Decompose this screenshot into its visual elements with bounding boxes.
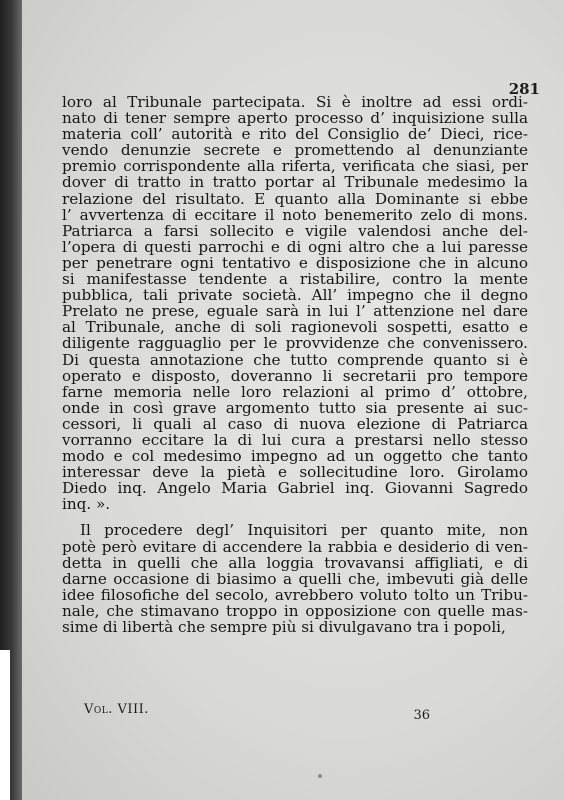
text-line: Patriarca a farsi sollecito e vigile valendosi anche del- bbox=[62, 222, 528, 239]
text-line: vendo denunzie secrete e promettendo al denunziante bbox=[62, 142, 528, 159]
text-line: loro al Tribunale partecipata. Si è inoltre ad essi ordi- bbox=[62, 94, 528, 111]
text-line: diligente ragguaglio per le provvidenze che convenissero. bbox=[62, 335, 528, 352]
scan-edge bbox=[0, 650, 10, 800]
signature-mark: 36 bbox=[413, 708, 430, 723]
paragraph bbox=[62, 522, 528, 635]
text-line: nato di tener sempre aperto processo d’ inquisizione sulla bbox=[62, 110, 528, 127]
paragraph-gap bbox=[62, 512, 528, 522]
text-line: premio corrispondente alla riferta, verificata che siasi, per bbox=[62, 158, 528, 175]
page-speck bbox=[318, 774, 322, 778]
text-line: detta in quelli che alla loggia trovavansi affigliati, e di bbox=[62, 554, 528, 571]
text-line: materia coll’ autorità e rito del Consiglio de’ Dieci, rice- bbox=[62, 126, 528, 143]
text-line: vorranno eccitare la di lui cura a prestarsi nello stesso bbox=[62, 431, 528, 449]
text-line: operato e disposto, doveranno li secretarii pro tempore bbox=[62, 367, 528, 384]
text-line: l’ avvertenza di eccitare il noto benemerito zelo di mons. bbox=[62, 206, 528, 223]
text-line: per penetrare ogni tentativo e disposizione che in alcuno bbox=[62, 254, 528, 272]
text-line: inq. ». bbox=[62, 496, 111, 513]
text-line: Diedo inq. Angelo Maria Gabriel inq. Giovanni Sagredo bbox=[62, 480, 528, 497]
book-page bbox=[22, 0, 564, 800]
text-line: sime di libertà che sempre più si divulgavano tra i popoli, bbox=[62, 619, 506, 636]
text-line: relazione del risultato. E quanto alla Dominante si ebbe bbox=[62, 190, 528, 207]
text-line: modo e col medesimo impegno ad un oggetto che tanto bbox=[62, 448, 528, 465]
text-line: Prelato ne prese, eguale sarà in lui l’ attenzione nel dare bbox=[62, 303, 528, 320]
text-line: al Tribunale, anche di soli ragionevoli sospetti, esatto e bbox=[62, 319, 528, 336]
text-line: Di questa annotazione che tutto comprende quanto si è bbox=[62, 351, 528, 368]
text-line: l’opera di questi parrochi e di ogni altro che a lui paresse bbox=[62, 238, 528, 255]
text-line: farne memoria nelle loro relazioni al primo d’ ottobre, bbox=[62, 383, 528, 400]
text-line: onde in così grave argomento tutto sia presente ai suc- bbox=[62, 399, 528, 416]
body-text bbox=[62, 94, 528, 635]
text-line: potè però evitare di accendere la rabbia e desiderio di ven- bbox=[62, 538, 528, 555]
text-line: interessar deve la pietà e sollecitudine loro. Girolamo bbox=[62, 464, 528, 481]
text-line: dover di tratto in tratto portar al Tribunale medesimo la bbox=[62, 174, 528, 191]
page-number: 281 bbox=[508, 80, 540, 98]
text-line: Il procedere degl’ Inquisitori per quanto mite, non bbox=[80, 522, 528, 539]
paragraph bbox=[62, 94, 528, 512]
volume-label: Vol. VIII. bbox=[84, 702, 149, 717]
text-line: darne occasione di biasimo a quelli che, imbevuti già delle bbox=[62, 570, 528, 587]
text-line: pubblica, tali private società. All’ impegno che il degno bbox=[62, 287, 528, 304]
text-line: si manifestasse tendente a ristabilire, contro la mente bbox=[62, 271, 528, 288]
text-line: idee filosofiche del secolo, avrebbero voluto tolto un Tribu- bbox=[62, 586, 528, 603]
text-line: nale, che stimavano troppo in opposizione con quelle mas- bbox=[62, 602, 528, 619]
text-line: cessori, li quali al caso di nuova elezione di Patriarca bbox=[62, 415, 528, 432]
